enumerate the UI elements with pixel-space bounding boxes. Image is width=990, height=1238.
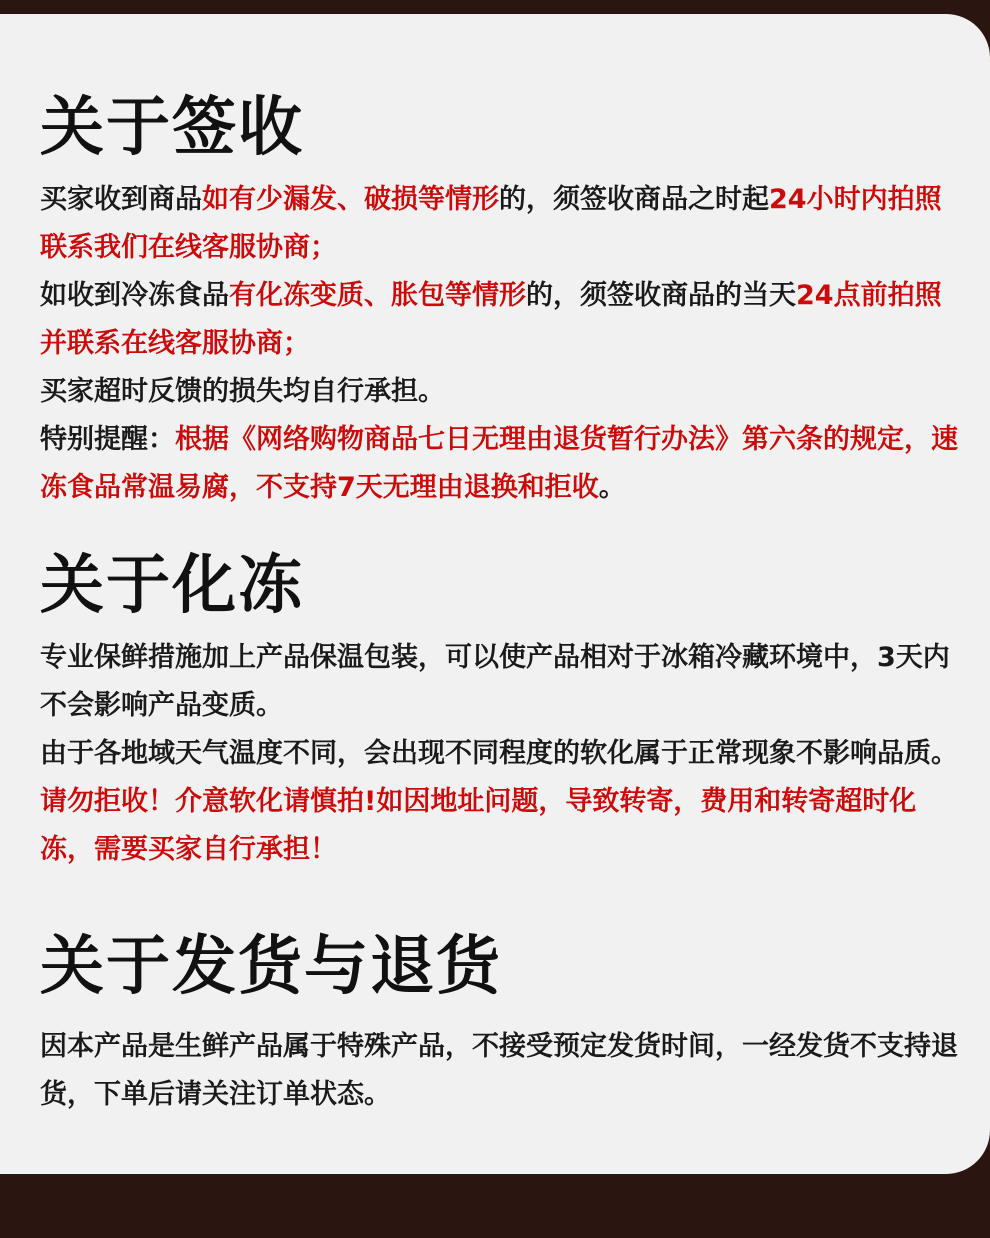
text-normal: 的，须签收商品之时起 [499, 184, 769, 215]
section-body [40, 634, 960, 874]
text-normal: 专业保鲜措施加上产品保温包装，可以使产品相对于冰箱冷藏环境中，3天内不会影响产品变质。 [40, 642, 950, 721]
text-highlight: 根据《网络购物商品七日无理由退货暂行办法》第六条的规定，速冻食品常温易腐，不支持7天无理由退换和拒收 [40, 424, 958, 503]
paragraph [40, 634, 960, 730]
text-normal: 特别提醒： [40, 424, 175, 455]
section-title: 关于化冻 [40, 549, 304, 623]
section-body [40, 1023, 960, 1119]
paragraph [40, 730, 960, 874]
text-highlight: 有化冻变质、胀包等情形 [229, 280, 526, 311]
text-normal: 因本产品是生鲜产品属于特殊产品，不接受预定发货时间，一经发货不支持退货，下单后请关注订单状态。 [40, 1031, 958, 1110]
text-highlight: 请勿拒收！介意软化请慎拍!如因地址问题，导致转寄，费用和转寄超时化冻，需要买家自行承担！ [40, 786, 917, 865]
text-normal: 由于各地域天气温度不同，会出现不同程度的软化属于正常现象不影响品质。 [40, 738, 958, 769]
text-normal: 买家超时反馈的损失均自行承担。 [40, 376, 445, 407]
text-normal: 。 [598, 472, 626, 503]
section-thawing [40, 548, 960, 874]
text-normal: 买家收到商品 [40, 184, 202, 215]
paragraph [40, 368, 960, 416]
paragraph [40, 176, 960, 272]
paragraph [40, 416, 960, 512]
text-highlight: 24小时内拍照联系我们在线客服协商； [40, 184, 942, 263]
section-title: 关于发货与退货 [40, 930, 502, 1004]
text-normal: 如收到冷冻食品 [40, 280, 229, 311]
section-signing [40, 90, 960, 512]
text-normal: 的，须签收商品的当天 [526, 280, 796, 311]
section-shipping-returns [40, 929, 960, 1119]
paragraph [40, 1023, 960, 1119]
paragraph [40, 272, 960, 368]
section-title: 关于签收 [40, 91, 304, 165]
text-highlight: 如有少漏发、破损等情形 [202, 184, 499, 215]
info-card [0, 14, 990, 1174]
section-body [40, 176, 960, 512]
text-highlight: 24点前拍照并联系在线客服协商； [40, 280, 942, 359]
